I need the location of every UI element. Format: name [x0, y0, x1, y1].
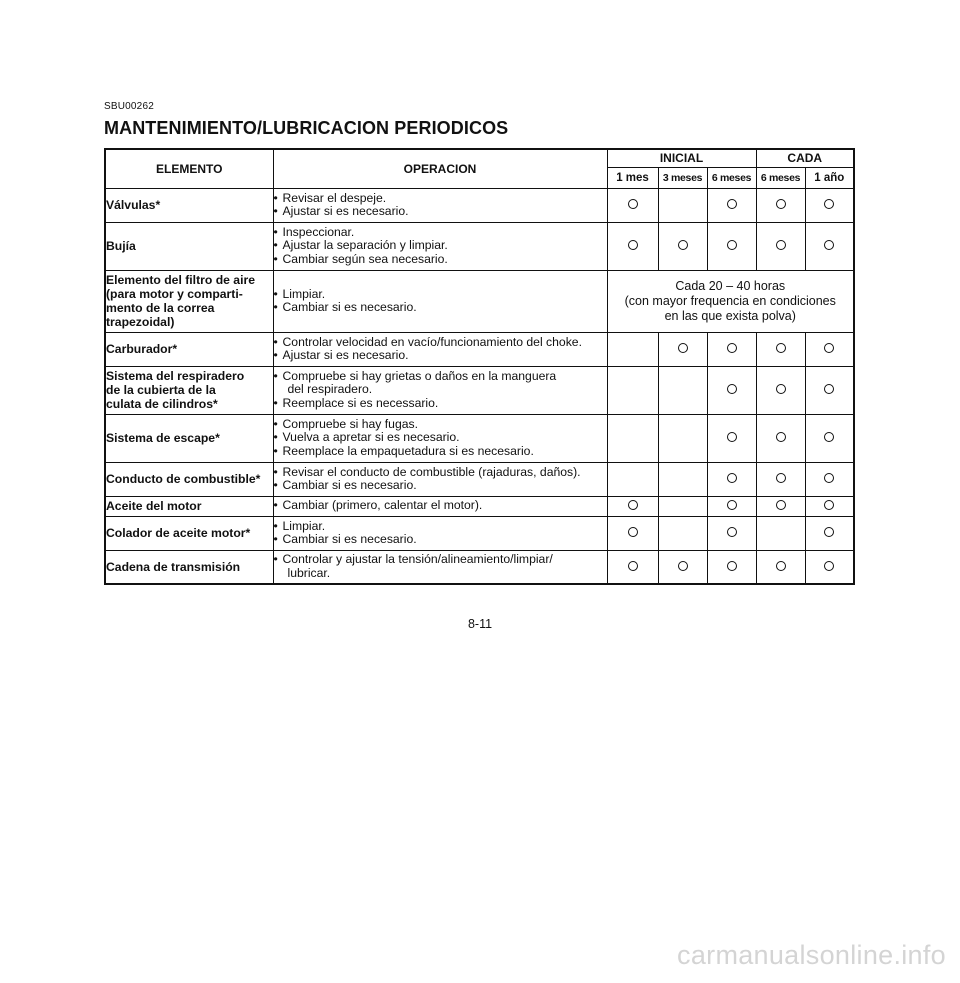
- interval-cell: [658, 366, 707, 414]
- interval-cell: [756, 188, 805, 222]
- operacion-cell: [273, 270, 607, 332]
- operation-text: Cambiar si es necesario.: [282, 532, 417, 546]
- operacion-cell: [273, 496, 607, 516]
- operation-text: Cambiar si es necesario.: [282, 300, 417, 314]
- circle-mark-icon: [628, 240, 638, 250]
- elemento-line: Elemento del filtro de aire: [106, 273, 255, 287]
- bullet-dot-icon: •: [273, 478, 278, 492]
- interval-cell: [607, 366, 658, 414]
- interval-cell: [658, 462, 707, 496]
- elemento-cell: [105, 270, 273, 332]
- operation-item: [274, 397, 607, 411]
- operation-item: [274, 301, 607, 315]
- interval-cell: [805, 222, 854, 270]
- bullet-dot-icon: •: [273, 518, 278, 533]
- interval-cell: [805, 462, 854, 496]
- elemento-line: Aceite del motor: [106, 499, 202, 513]
- page-number: 8-11: [467, 617, 493, 631]
- circle-mark-icon: [727, 527, 737, 537]
- bullet-dot-icon: •: [273, 286, 278, 301]
- operation-text: Cambiar según sea necesario.: [282, 251, 448, 266]
- subheader-6-meses-inicial: 6 meses: [707, 167, 756, 188]
- operation-text: Reemplace si es necessario.: [282, 395, 439, 410]
- operation-continuation: del respiradero.: [287, 382, 373, 397]
- bullet-dot-icon: •: [273, 190, 278, 205]
- interval-note-line: Cada 20 – 40 horas: [675, 278, 786, 293]
- circle-mark-icon: [776, 343, 786, 353]
- interval-cell: [658, 516, 707, 550]
- bullet-dot-icon: •: [273, 204, 278, 218]
- elemento-line: de la cubierta de la: [106, 383, 216, 397]
- operation-item: [274, 431, 607, 445]
- operation-text: Controlar y ajustar la tensión/alineamiento/limpiar/: [282, 552, 553, 567]
- table-row: [105, 270, 854, 332]
- bullet-dot-icon: •: [273, 395, 278, 410]
- operacion-cell: [273, 222, 607, 270]
- bullet-dot-icon: •: [273, 348, 278, 362]
- bullet-dot-icon: •: [273, 443, 278, 458]
- elemento-line: Válvulas*: [106, 198, 161, 212]
- interval-cell: [707, 550, 756, 584]
- header-elemento: ELEMENTO: [105, 149, 273, 188]
- bullet-dot-icon: •: [273, 464, 278, 479]
- bullet-dot-icon: •: [273, 430, 278, 445]
- interval-cell: [707, 366, 756, 414]
- bullet-dot-icon: •: [273, 334, 278, 349]
- circle-mark-icon: [628, 500, 638, 510]
- interval-cell: [607, 414, 658, 462]
- circle-mark-icon: [727, 384, 737, 394]
- watermark: carmanualsonline.info: [677, 940, 946, 970]
- operation-item: [274, 239, 607, 253]
- table-row: [105, 188, 854, 222]
- operation-text: Cambiar (primero, calentar el motor).: [282, 498, 483, 513]
- operacion-cell: [273, 332, 607, 366]
- circle-mark-icon: [678, 240, 688, 250]
- interval-note-line: (con mayor frequencia en condiciones: [624, 293, 836, 308]
- elemento-line: Bujía: [106, 239, 136, 253]
- document-code: SBU00262: [104, 101, 154, 112]
- elemento-line: Colador de aceite motor*: [106, 526, 251, 540]
- bullet-dot-icon: •: [273, 251, 278, 266]
- circle-mark-icon: [824, 199, 834, 209]
- operation-text: Ajustar si es necesario.: [282, 348, 409, 362]
- operation-item: [274, 226, 607, 240]
- operation-item: [274, 418, 607, 432]
- elemento-cell: [105, 462, 273, 496]
- operacion-cell: [273, 550, 607, 584]
- interval-note-line: en las que exista polva): [664, 308, 796, 323]
- interval-cell: [658, 550, 707, 584]
- operation-text: Revisar el conducto de combustible (rajaduras, daños).: [282, 464, 581, 479]
- elemento-line: (para motor y comparti-: [106, 287, 243, 301]
- interval-cell: [756, 414, 805, 462]
- header-cada: CADA: [756, 149, 854, 167]
- operation-item: [274, 520, 607, 534]
- interval-cell: [707, 462, 756, 496]
- operacion-cell: [273, 366, 607, 414]
- operacion-cell: [273, 188, 607, 222]
- interval-cell: [805, 550, 854, 584]
- elemento-line: Cadena de transmisión: [106, 559, 241, 574]
- table-row: [105, 496, 854, 516]
- interval-cell: [607, 332, 658, 366]
- interval-cell: [805, 188, 854, 222]
- header-operacion: OPERACION: [273, 149, 607, 188]
- subheader-1-ano: 1 año: [805, 167, 854, 188]
- interval-cell: [607, 188, 658, 222]
- elemento-cell: [105, 222, 273, 270]
- elemento-cell: [105, 516, 273, 550]
- interval-cell: [756, 332, 805, 366]
- operation-text: Inspeccionar.: [282, 224, 355, 239]
- circle-mark-icon: [776, 500, 786, 510]
- circle-mark-icon: [824, 561, 834, 571]
- elemento-cell: [105, 496, 273, 516]
- bullet-dot-icon: •: [273, 416, 278, 431]
- page-title: MANTENIMIENTO/LUBRICACION PERIODICOS: [104, 118, 509, 138]
- circle-mark-icon: [628, 527, 638, 537]
- subheader-6-meses-cada: 6 meses: [756, 167, 805, 188]
- interval-cell: [756, 366, 805, 414]
- operation-item: [274, 253, 607, 267]
- operation-text: Controlar velocidad en vacío/funcionamiento del choke.: [282, 334, 582, 349]
- operation-item: [274, 205, 607, 219]
- operation-text: Revisar el despeje.: [282, 190, 387, 205]
- interval-cell: [756, 496, 805, 516]
- circle-mark-icon: [776, 432, 786, 442]
- operation-text: Compruebe si hay grietas o daños en la manguera: [282, 368, 557, 383]
- interval-cell: [607, 550, 658, 584]
- circle-mark-icon: [824, 500, 834, 510]
- operation-item: [274, 192, 607, 206]
- operacion-cell: [273, 516, 607, 550]
- elemento-line: Carburador*: [106, 342, 178, 356]
- circle-mark-icon: [824, 343, 834, 353]
- bullet-dot-icon: •: [273, 300, 278, 314]
- circle-mark-icon: [776, 199, 786, 209]
- interval-cell: [607, 496, 658, 516]
- elemento-cell: [105, 550, 273, 584]
- circle-mark-icon: [776, 384, 786, 394]
- operation-item: [274, 466, 607, 480]
- elemento-line: trapezoidal): [106, 315, 175, 329]
- operation-item: [274, 336, 607, 350]
- elemento-cell: [105, 414, 273, 462]
- operation-item: [274, 370, 607, 384]
- elemento-cell: [105, 188, 273, 222]
- operation-text: Compruebe si hay fugas.: [282, 416, 418, 431]
- operation-item: [274, 288, 607, 302]
- bullet-dot-icon: •: [273, 368, 278, 383]
- bullet-dot-icon: •: [273, 498, 278, 513]
- interval-cell: [707, 332, 756, 366]
- interval-cell: [756, 516, 805, 550]
- circle-mark-icon: [727, 561, 737, 571]
- interval-cell: [805, 332, 854, 366]
- operation-continuation: lubricar.: [287, 565, 331, 580]
- circle-mark-icon: [776, 473, 786, 483]
- operacion-cell: [273, 462, 607, 496]
- interval-cell: [756, 462, 805, 496]
- interval-cell: [707, 188, 756, 222]
- elemento-line: Conducto de combustible*: [106, 472, 261, 486]
- circle-mark-icon: [824, 432, 834, 442]
- interval-cell: [756, 550, 805, 584]
- interval-cell: [707, 414, 756, 462]
- operation-item: [274, 445, 607, 459]
- interval-cell: [607, 462, 658, 496]
- circle-mark-icon: [824, 384, 834, 394]
- operation-text: Limpiar.: [282, 518, 326, 533]
- interval-note-cell: [607, 270, 854, 332]
- table-row: [105, 222, 854, 270]
- interval-cell: [707, 222, 756, 270]
- circle-mark-icon: [776, 240, 786, 250]
- elemento-line: Sistema del respiradero: [106, 369, 245, 383]
- table-row: [105, 516, 854, 550]
- interval-cell: [707, 496, 756, 516]
- bullet-dot-icon: •: [273, 238, 278, 253]
- interval-cell: [805, 496, 854, 516]
- bullet-dot-icon: •: [273, 532, 278, 546]
- elemento-line: mento de la correa: [106, 301, 215, 315]
- operation-item: [274, 553, 607, 567]
- circle-mark-icon: [727, 343, 737, 353]
- circle-mark-icon: [727, 473, 737, 483]
- circle-mark-icon: [628, 561, 638, 571]
- subheader-3-meses: 3 meses: [658, 167, 707, 188]
- elemento-line: culata de cilindros*: [106, 397, 218, 411]
- operation-text: Ajustar la separación y limpiar.: [282, 238, 448, 253]
- operation-text: Limpiar.: [282, 286, 326, 301]
- maintenance-table: [104, 148, 855, 585]
- bullet-dot-icon: •: [273, 224, 278, 239]
- operation-text: Reemplace la empaquetadura si es necesario.: [282, 443, 534, 458]
- circle-mark-icon: [628, 199, 638, 209]
- table-row: [105, 414, 854, 462]
- interval-cell: [658, 414, 707, 462]
- elemento-line: Sistema de escape*: [106, 431, 220, 445]
- interval-cell: [805, 516, 854, 550]
- circle-mark-icon: [824, 473, 834, 483]
- subheader-1-mes: 1 mes: [607, 167, 658, 188]
- interval-cell: [658, 188, 707, 222]
- circle-mark-icon: [678, 561, 688, 571]
- circle-mark-icon: [776, 561, 786, 571]
- operation-item: [274, 349, 607, 363]
- circle-mark-icon: [727, 199, 737, 209]
- circle-mark-icon: [678, 343, 688, 353]
- interval-cell: [658, 332, 707, 366]
- operation-item: [274, 479, 607, 493]
- operation-text: Ajustar si es necesario.: [282, 204, 409, 218]
- interval-cell: [658, 496, 707, 516]
- interval-cell: [607, 516, 658, 550]
- circle-mark-icon: [727, 432, 737, 442]
- interval-cell: [607, 222, 658, 270]
- circle-mark-icon: [727, 240, 737, 250]
- table-row: [105, 462, 854, 496]
- operation-text: Vuelva a apretar si es necesario.: [282, 430, 460, 445]
- operation-item: [274, 499, 607, 513]
- interval-cell: [805, 366, 854, 414]
- circle-mark-icon: [824, 527, 834, 537]
- table-row: [105, 550, 854, 584]
- operation-text: Cambiar si es necesario.: [282, 478, 417, 492]
- table-row: [105, 332, 854, 366]
- header-inicial: INICIAL: [607, 149, 756, 167]
- operation-item: [274, 533, 607, 547]
- operacion-cell: [273, 414, 607, 462]
- bullet-dot-icon: •: [273, 552, 278, 567]
- elemento-cell: [105, 366, 273, 414]
- elemento-cell: [105, 332, 273, 366]
- interval-cell: [756, 222, 805, 270]
- circle-mark-icon: [727, 500, 737, 510]
- interval-cell: [805, 414, 854, 462]
- table-body: [105, 188, 854, 584]
- circle-mark-icon: [824, 240, 834, 250]
- table-row: [105, 366, 854, 414]
- interval-cell: [658, 222, 707, 270]
- interval-cell: [707, 516, 756, 550]
